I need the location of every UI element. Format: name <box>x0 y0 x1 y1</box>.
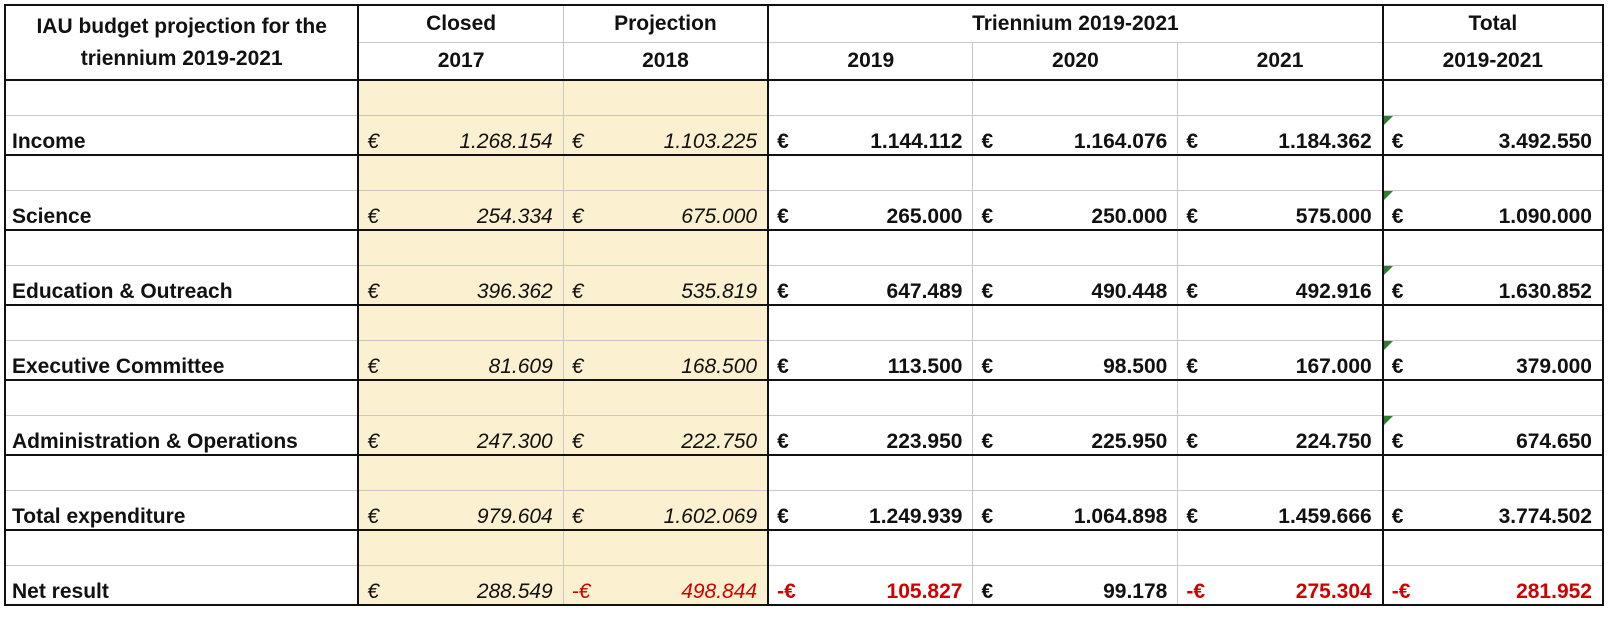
row-label: Total expenditure <box>5 491 358 531</box>
spacer-cell <box>1383 155 1603 191</box>
spacer-cell <box>358 455 563 491</box>
currency-symbol: € <box>571 130 584 153</box>
value-cell <box>358 341 563 381</box>
cell-value: 1.090.000 <box>1498 205 1592 228</box>
spacer-cell <box>1383 380 1603 416</box>
spacer-cell <box>768 380 973 416</box>
spacer-cell <box>1383 530 1603 566</box>
cell-value: 675.000 <box>681 205 758 228</box>
currency-symbol: € <box>367 280 380 303</box>
currency-symbol: € <box>981 505 994 528</box>
value-cell <box>1383 116 1603 156</box>
value-cell <box>1178 341 1383 381</box>
cell-value: 105.827 <box>886 580 963 603</box>
spacer-cell <box>5 230 358 266</box>
spacer-cell <box>973 380 1178 416</box>
currency-symbol: € <box>1186 505 1199 528</box>
value-cell <box>768 416 973 456</box>
value-cell <box>768 341 973 381</box>
cell-value: 647.489 <box>886 280 963 303</box>
spacer-cell <box>973 305 1178 341</box>
value-cell <box>563 341 768 381</box>
cell-value: 1.249.939 <box>869 505 963 528</box>
spacer-cell <box>358 530 563 566</box>
value-cell <box>563 116 768 156</box>
spacer-cell <box>768 80 973 116</box>
value-cell <box>1383 191 1603 231</box>
cell-value: 1.459.666 <box>1278 505 1372 528</box>
currency-symbol: € <box>777 355 789 378</box>
spacer-cell <box>1383 305 1603 341</box>
spacer-cell <box>1383 80 1603 116</box>
cell-value: 3.774.502 <box>1498 505 1592 528</box>
table-row <box>5 266 1603 306</box>
value-cell <box>1178 491 1383 531</box>
spacer-cell <box>1178 380 1383 416</box>
value-cell <box>1178 266 1383 306</box>
spacer-cell <box>973 530 1178 566</box>
value-cell <box>358 116 563 156</box>
value-cell <box>973 266 1178 306</box>
currency-symbol: € <box>571 280 584 303</box>
cell-value: 1.630.852 <box>1498 280 1592 303</box>
spacer-cell <box>973 230 1178 266</box>
row-label: Executive Committee <box>5 341 358 381</box>
row-label: Net result <box>5 566 358 606</box>
spacer-cell <box>5 380 358 416</box>
spacer-cell <box>1178 305 1383 341</box>
spacer-cell <box>768 155 973 191</box>
currency-symbol: € <box>981 430 994 453</box>
cell-value: 247.300 <box>476 430 553 453</box>
spacer-cell <box>768 305 973 341</box>
cell-value: 1.064.898 <box>1073 505 1168 528</box>
spacer-cell <box>1178 530 1383 566</box>
cell-value: 1.103.225 <box>663 130 758 153</box>
cell-value: 1.144.112 <box>870 130 963 153</box>
cell-value: 575.000 <box>1295 205 1372 228</box>
currency-symbol: € <box>1186 430 1199 453</box>
value-cell <box>768 191 973 231</box>
currency-symbol: € <box>981 355 994 378</box>
currency-symbol: € <box>1391 355 1404 378</box>
cell-value: 1.268.154 <box>459 130 553 153</box>
spacer-cell <box>358 305 563 341</box>
header-year-2019: 2019 <box>768 43 973 81</box>
value-cell <box>768 566 973 606</box>
value-cell <box>1178 566 1383 606</box>
value-cell <box>1383 416 1603 456</box>
value-cell <box>563 416 768 456</box>
spacer-cell <box>5 305 358 341</box>
currency-symbol: -€ <box>777 580 796 603</box>
spacer-cell <box>5 80 358 116</box>
value-cell <box>973 191 1178 231</box>
value-cell <box>768 266 973 306</box>
spacer-cell <box>563 305 768 341</box>
cell-value: 3.492.550 <box>1498 130 1592 153</box>
value-cell <box>973 416 1178 456</box>
cell-value: 1.164.076 <box>1073 130 1168 153</box>
currency-symbol: € <box>777 430 789 453</box>
spacer-cell <box>563 155 768 191</box>
currency-symbol: € <box>981 280 994 303</box>
currency-symbol: € <box>777 280 789 303</box>
spacer-cell <box>358 80 563 116</box>
spacer-cell <box>1178 155 1383 191</box>
spacer-cell <box>1178 230 1383 266</box>
table-row <box>5 416 1603 456</box>
value-cell <box>358 191 563 231</box>
row-label: Income <box>5 116 358 156</box>
cell-value: 222.750 <box>681 430 758 453</box>
spacer-cell <box>563 530 768 566</box>
value-cell <box>1383 566 1603 606</box>
spacer-cell <box>5 455 358 491</box>
table-row <box>5 116 1603 156</box>
cell-value: 81.609 <box>488 355 553 378</box>
cell-value: 99.178 <box>1103 580 1168 603</box>
value-cell <box>1178 416 1383 456</box>
spacer-cell <box>358 155 563 191</box>
cell-value: 288.549 <box>476 580 553 603</box>
budget-sheet <box>4 4 1604 616</box>
cell-value: 379.000 <box>1516 355 1592 378</box>
cell-value: 498.844 <box>681 580 758 603</box>
spacer-cell <box>973 80 1178 116</box>
row-label: Education & Outreach <box>5 266 358 306</box>
spacer-cell <box>563 230 768 266</box>
table-row <box>5 341 1603 381</box>
value-cell <box>973 116 1178 156</box>
header-year-2017: 2017 <box>358 43 563 81</box>
cell-value: 275.304 <box>1295 580 1372 603</box>
currency-symbol: -€ <box>1391 580 1411 603</box>
spacer-cell <box>5 530 358 566</box>
spacer-cell <box>1383 230 1603 266</box>
currency-symbol: € <box>571 430 584 453</box>
value-cell <box>563 191 768 231</box>
currency-symbol: € <box>367 130 380 153</box>
cell-value: 265.000 <box>886 205 963 228</box>
cell-value: 396.362 <box>476 280 553 303</box>
cell-value: 225.950 <box>1091 430 1168 453</box>
value-cell <box>563 266 768 306</box>
spacer-cell <box>768 230 973 266</box>
header-year-total: 2019-2021 <box>1383 43 1603 81</box>
spacer-cell <box>563 380 768 416</box>
value-cell <box>358 491 563 531</box>
cell-value: 224.750 <box>1295 430 1372 453</box>
table-row <box>5 191 1603 231</box>
currency-symbol: € <box>1186 355 1199 378</box>
value-cell <box>563 491 768 531</box>
comment-marker-icon <box>1384 416 1393 425</box>
cell-value: 492.916 <box>1295 280 1372 303</box>
cell-value: 535.819 <box>681 280 758 303</box>
header-total: Total <box>1383 5 1603 43</box>
header-closed: Closed <box>358 5 563 43</box>
spacer-cell <box>358 230 563 266</box>
currency-symbol: € <box>571 505 584 528</box>
row-label: Science <box>5 191 358 231</box>
table-row <box>5 491 1603 531</box>
currency-symbol: € <box>367 505 380 528</box>
spacer-cell <box>563 80 768 116</box>
currency-symbol: € <box>1186 130 1199 153</box>
comment-marker-icon <box>1384 341 1393 350</box>
value-cell <box>1383 491 1603 531</box>
comment-marker-icon <box>1384 266 1393 275</box>
currency-symbol: € <box>1391 205 1404 228</box>
table-row <box>5 566 1603 606</box>
currency-symbol: € <box>571 355 584 378</box>
currency-symbol: € <box>367 355 380 378</box>
cell-value: 979.604 <box>476 505 553 528</box>
cell-value: 1.602.069 <box>663 505 758 528</box>
header-year-2021: 2021 <box>1178 43 1383 81</box>
value-cell <box>1383 266 1603 306</box>
budget-table <box>4 4 1604 606</box>
currency-symbol: € <box>777 505 789 528</box>
cell-value: 167.000 <box>1295 355 1372 378</box>
cell-value: 98.500 <box>1103 355 1168 378</box>
currency-symbol: -€ <box>571 580 591 603</box>
cell-value: 113.500 <box>887 355 963 378</box>
header-projection: Projection <box>563 5 768 43</box>
cell-value: 254.334 <box>476 205 553 228</box>
value-cell <box>973 341 1178 381</box>
spacer-cell <box>768 455 973 491</box>
row-label: Administration & Operations <box>5 416 358 456</box>
currency-symbol: € <box>1391 280 1404 303</box>
cell-value: 168.500 <box>681 355 758 378</box>
header-year-2020: 2020 <box>973 43 1178 81</box>
currency-symbol: € <box>981 130 994 153</box>
value-cell <box>1383 341 1603 381</box>
table-title: IAU budget projection for the triennium 2019-2021 <box>5 5 358 80</box>
currency-symbol: € <box>1186 205 1199 228</box>
spacer-cell <box>563 455 768 491</box>
currency-symbol: € <box>367 430 380 453</box>
currency-symbol: € <box>777 205 789 228</box>
spacer-cell <box>1383 455 1603 491</box>
currency-symbol: € <box>981 205 994 228</box>
currency-symbol: € <box>777 130 789 153</box>
value-cell <box>768 116 973 156</box>
value-cell <box>563 566 768 606</box>
comment-marker-icon <box>1384 191 1393 200</box>
spacer-cell <box>973 455 1178 491</box>
header-year-2018: 2018 <box>563 43 768 81</box>
spacer-cell <box>768 530 973 566</box>
cell-value: 250.000 <box>1091 205 1168 228</box>
spacer-cell <box>973 155 1178 191</box>
currency-symbol: € <box>367 205 380 228</box>
spacer-cell <box>1178 80 1383 116</box>
currency-symbol: € <box>367 580 380 603</box>
currency-symbol: € <box>981 580 994 603</box>
value-cell <box>358 416 563 456</box>
value-cell <box>973 491 1178 531</box>
comment-marker-icon <box>1384 116 1393 125</box>
spacer-cell <box>5 155 358 191</box>
cell-value: 674.650 <box>1516 430 1592 453</box>
value-cell <box>358 566 563 606</box>
value-cell <box>768 491 973 531</box>
cell-value: 490.448 <box>1091 280 1168 303</box>
cell-value: 1.184.362 <box>1278 130 1372 153</box>
cell-value: 281.952 <box>1516 580 1592 603</box>
currency-symbol: -€ <box>1186 580 1206 603</box>
spacer-cell <box>358 380 563 416</box>
currency-symbol: € <box>1186 280 1199 303</box>
currency-symbol: € <box>1391 505 1404 528</box>
value-cell <box>973 566 1178 606</box>
value-cell <box>358 266 563 306</box>
header-triennium: Triennium 2019-2021 <box>768 5 1383 43</box>
value-cell <box>1178 191 1383 231</box>
currency-symbol: € <box>1391 130 1404 153</box>
value-cell <box>1178 116 1383 156</box>
cell-value: 223.950 <box>886 430 963 453</box>
currency-symbol: € <box>1391 430 1404 453</box>
spacer-cell <box>1178 455 1383 491</box>
currency-symbol: € <box>571 205 584 228</box>
